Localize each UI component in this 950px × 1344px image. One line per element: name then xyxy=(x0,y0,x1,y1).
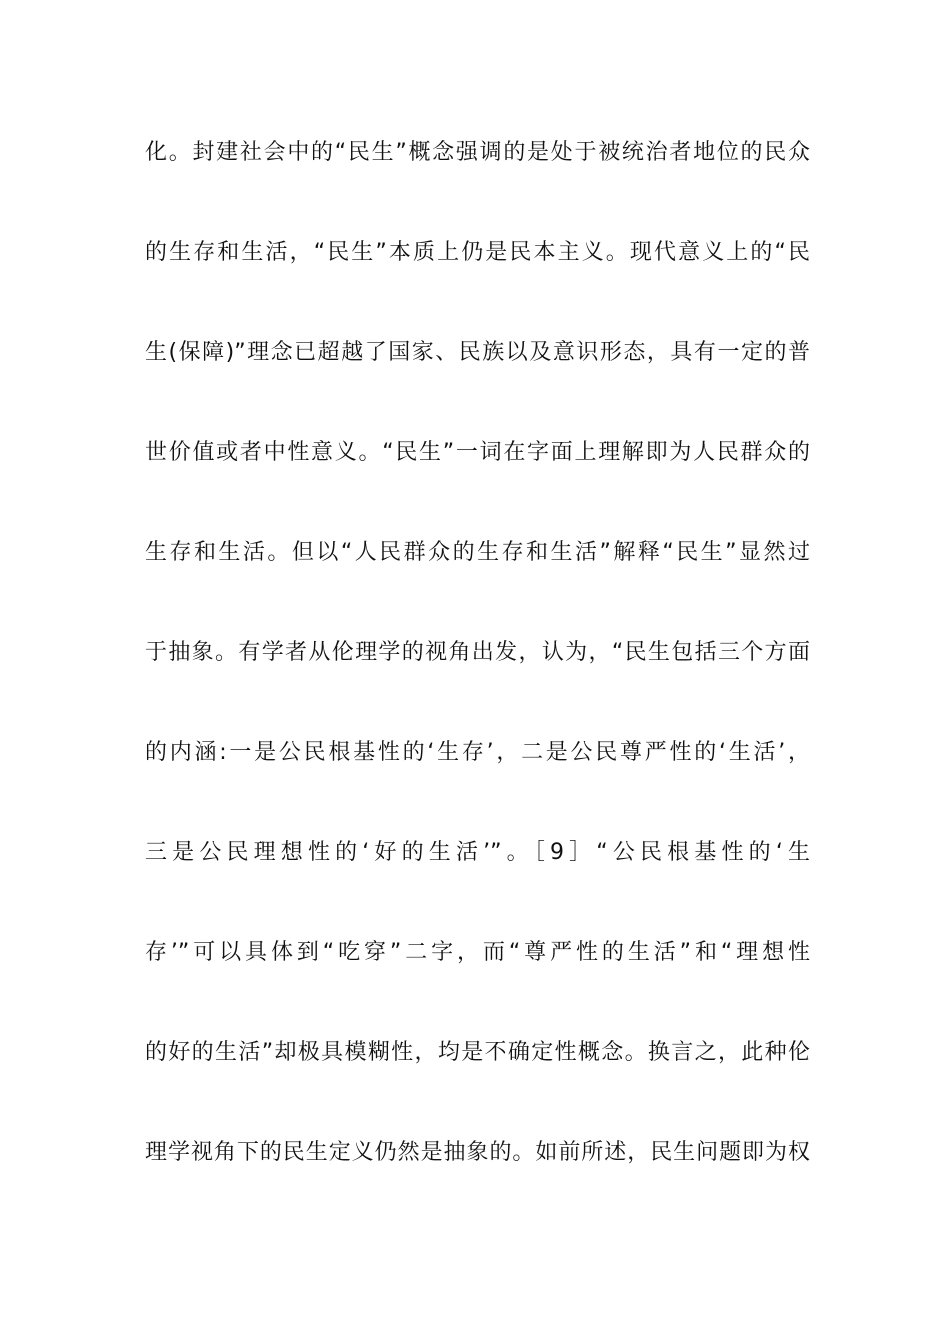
text-line-2: 的生存和生活，“民生”本质上仍是民本主义。现代意义上的“民 xyxy=(145,240,810,265)
body-text xyxy=(145,128,810,1228)
text-line-7: 的内涵:一是公民根基性的‘生存’，二是公民尊严性的‘生活’， xyxy=(145,740,810,765)
text-line-11: 理学视角下的民生定义仍然是抽象的。如前所述，民生问题即为权 xyxy=(145,1140,810,1165)
text-line-3: 生(保障)”理念已超越了国家、民族以及意识形态，具有一定的普 xyxy=(145,340,810,365)
text-line-4: 世价值或者中性意义。“民生”一词在字面上理解即为人民群众的 xyxy=(145,440,810,465)
text-line-8: 三是公民理想性的‘好的生活’”。［9］“公民根基性的‘生 xyxy=(145,840,810,865)
text-line-10: 的好的生活”却极具模糊性，均是不确定性概念。换言之，此种伦 xyxy=(145,1040,810,1065)
text-line-9: 存’”可以具体到“吃穿”二字，而“尊严性的生活”和“理想性 xyxy=(145,940,810,965)
text-line-5: 生存和生活。但以“人民群众的生存和生活”解释“民生”显然过 xyxy=(145,540,810,565)
text-line-6: 于抽象。有学者从伦理学的视角出发，认为，“民生包括三个方面 xyxy=(145,640,810,665)
text-line-1: 化。封建社会中的“民生”概念强调的是处于被统治者地位的民众 xyxy=(145,140,810,165)
